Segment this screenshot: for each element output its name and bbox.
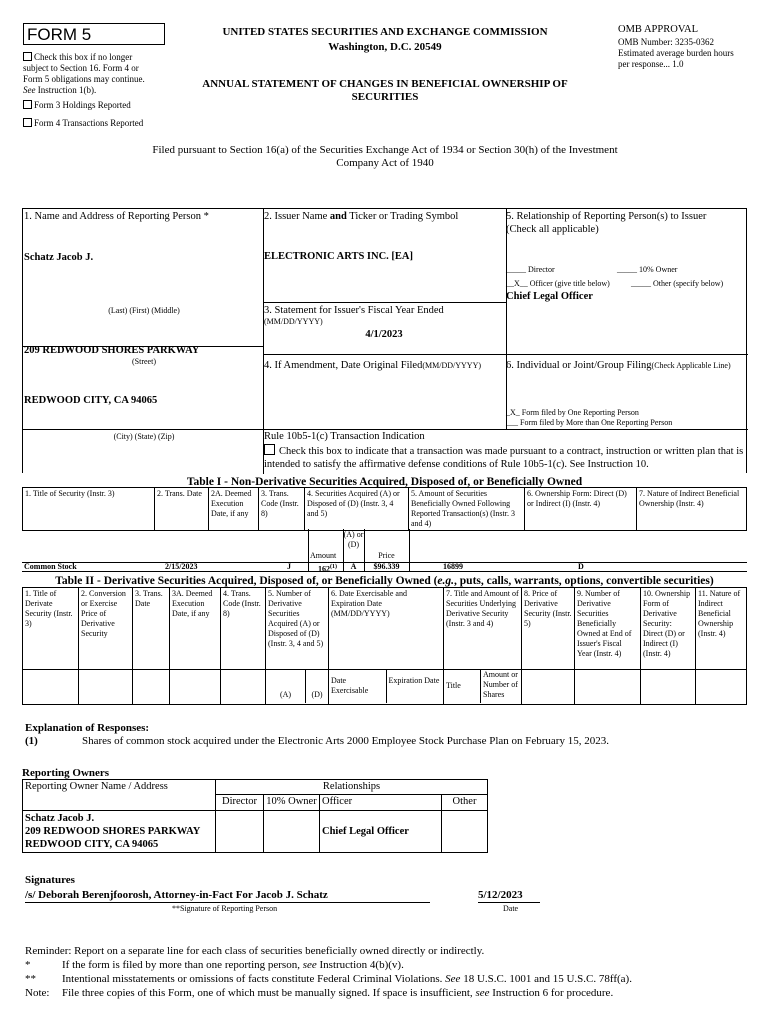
owners-heading: Reporting Owners <box>22 767 110 779</box>
statement-title: ANNUAL STATEMENT OF CHANGES IN BENEFICIAL OWNERSHIP OF SECURITIES <box>202 78 568 103</box>
dstar-mark: ** <box>25 973 36 985</box>
t2-col-2: 2. Conversion or Exercise Price of Derivative Security <box>79 588 133 670</box>
checkbox-not-subject[interactable] <box>23 52 32 61</box>
t2-col-10: 10. Ownership Form of Derivative Security: Direct (D) or Indirect (I) (Instr. 4) <box>641 588 696 670</box>
star-mark: * <box>25 959 31 971</box>
dstar-text: Intentional misstatements or omissions of facts constitute Federal Criminal Violations. See 18 U.S.C. 1001 and 15 U.S.C. 78ff(a). <box>62 973 632 985</box>
omb-burden: Estimated average burden hours per response... 1.0 <box>618 48 734 69</box>
reporting-person-city: REDWOOD CITY, CA 94065 <box>24 395 158 406</box>
street-label: (Street) <box>132 357 156 366</box>
box5-label: 5. Relationship of Reporting Person(s) to Issuer <box>506 211 707 222</box>
omb-approval: OMB APPROVAL <box>618 24 699 35</box>
t2-col-11: 11. Nature of Indirect Beneficial Ownership (Instr. 4) <box>696 588 747 670</box>
t1-row-aord: A <box>350 562 357 571</box>
box2-label: 2. Issuer Name and Ticker or Trading Symbol <box>264 211 459 222</box>
reporting-person-street: 209 REDWOOD SHORES PARKWAY <box>24 345 200 356</box>
table2-title: Table II - Derivative Securities Acquired, Disposed of, or Beneficially Owned (e.g., puts, calls, warrants, options, convertible securities) <box>55 575 714 587</box>
table2-header <box>22 587 747 705</box>
t1-col-title: 1. Title of Security (Instr. 3) <box>23 488 155 531</box>
filed-pursuant: Filed pursuant to Section 16(a) of the Securities Exchange Act of 1934 or Section 30(h) of the Investment Company Act of 1940 <box>152 144 618 169</box>
officer-title: Chief Legal Officer <box>506 291 593 302</box>
reminder: Reminder: Report on a separate line for each class of securities beneficially owned directly or indirectly. <box>25 945 485 957</box>
owners-col-director: Director <box>216 795 264 811</box>
relationship-officer: __X__ Officer (give title below) <box>506 279 610 288</box>
owners-col-relationships: Relationships <box>216 780 488 795</box>
t2-col-7: 7. Title and Amount of Securities Underlying Derivative Security (Instr. 3 and 4) <box>444 588 522 670</box>
signature-date-label: Date <box>503 904 519 913</box>
filing-one-person: _X_ Form filed by One Reporting Person <box>506 408 639 417</box>
note-text: File three copies of this Form, one of which must be manually signed. If space is insufficient, see Instruction 6 for procedure. <box>62 987 614 999</box>
reporting-person-name: Schatz Jacob J. <box>24 252 94 263</box>
t1-col-date: 2. Trans. Date <box>155 488 209 531</box>
t1-col-form: 6. Ownership Form: Direct (D) or Indirect (I) (Instr. 4) <box>525 488 637 531</box>
rule-label: Rule 10b5-1(c) Transaction Indication <box>264 431 425 442</box>
explanation-heading: Explanation of Responses: <box>25 722 150 734</box>
signer-name: /s/ Deborah Berenjfoorosh, Attorney-in-Fact For Jacob J. Schatz <box>25 889 430 903</box>
t2-col-4: 4. Trans. Code (Instr. 8) <box>221 588 266 670</box>
explanation-num: (1) <box>25 735 38 747</box>
t1-row-date: 2/15/2023 <box>165 562 198 571</box>
box6-label: 6. Individual or Joint/Group Filing(Check Applicable Line) <box>506 360 731 371</box>
fiscal-year-end: 4/1/2023 <box>365 329 403 340</box>
name-parts-label: (Last) (First) (Middle) <box>108 306 180 315</box>
signatures-heading: Signatures <box>25 874 75 886</box>
t1-sub-amount: Amount <box>310 551 337 560</box>
t1-row-code: J <box>287 562 291 571</box>
form-title-box <box>23 23 165 45</box>
owners-col-ten: 10% Owner <box>264 795 320 811</box>
t2-col-9: 9. Number of Derivative Securities Beneficially Owned at End of Issuer's Fiscal Year (Instr. 4) <box>575 588 641 670</box>
table1-header <box>22 487 747 531</box>
t1-col-nature: 7. Nature of Indirect Beneficial Ownership (Instr. 4) <box>637 488 747 531</box>
issuer-name: ELECTRONIC ARTS INC. [EA] <box>264 251 413 262</box>
star-text: If the form is filed by more than one reporting person, see Instruction 4(b)(v). <box>62 959 404 971</box>
box3-sublabel: (MM/DD/YYYY) <box>264 317 323 326</box>
t2-sub-exercisable: Date Exercisable <box>329 670 387 703</box>
owners-col-officer: Officer <box>320 795 442 811</box>
owners-table <box>22 779 488 853</box>
t2-col-1: 1. Title of Derivate Security (Instr. 3) <box>23 588 79 670</box>
t2-col-3a: 3A. Deemed Execution Date, if any <box>170 588 221 670</box>
relationship-other: _____ Other (specify below) <box>631 279 724 288</box>
owners-col-other: Other <box>442 795 488 811</box>
checkbox-form4-row: Form 4 Transactions Reported <box>23 118 153 129</box>
t1-sub-aord: (A) or (D) <box>343 530 364 549</box>
checkbox-form4[interactable] <box>23 118 32 127</box>
t1-row-title: Common Stock <box>24 562 77 571</box>
t1-col-acquired: 4. Securities Acquired (A) or Disposed of (D) (Instr. 3, 4 and 5) <box>305 488 409 531</box>
owners-col-name: Reporting Owner Name / Address <box>23 780 216 811</box>
signature-date: 5/12/2023 <box>478 889 540 903</box>
t2-col-3: 3. Trans. Date <box>133 588 170 670</box>
t2-sub-expiration: Expiration Date <box>388 676 440 685</box>
t1-row-amount: 162$^{(1)}$ <box>318 564 337 574</box>
city-label: (City) (State) (Zip) <box>113 432 175 441</box>
form-title: FORM 5 <box>27 25 92 44</box>
t2-col-8: 8. Price of Derivative Security (Instr. 5) <box>522 588 575 670</box>
t1-sub-price: Price <box>378 551 395 560</box>
filing-more-persons: ___ Form filed by More than One Reporting Person <box>506 418 673 427</box>
t1-col-owned: 5. Amount of Securities Beneficially Owned Following Reported Transaction(s) (Instr. 3 and 4) <box>409 488 525 531</box>
checkbox-form3[interactable] <box>23 100 32 109</box>
owners-row-officer: Chief Legal Officer <box>320 811 442 853</box>
box3-label: 3. Statement for Issuer's Fiscal Year Ended <box>264 305 444 316</box>
signer-label: **Signature of Reporting Person <box>172 904 278 913</box>
checkbox-not-subject-row: Check this box if no longer subject to Section 16. Form 4 or Form 5 obligations may continue. See Instruction 1(b). <box>23 52 145 95</box>
box4-label: 4. If Amendment, Date Original Filed(MM/DD/YYYY) <box>264 360 482 371</box>
box1-label: 1. Name and Address of Reporting Person * <box>24 211 209 222</box>
t2-col-5: 5. Number of Derivative Securities Acquired (A) or Disposed of (D) (Instr. 3, 4 and 5) <box>266 588 329 670</box>
relationship-director: _____ Director <box>506 265 555 274</box>
t1-row-owned: 16899 <box>443 562 463 571</box>
explanation-text: Shares of common stock acquired under the Electronic Arts 2000 Employee Stock Purchase Plan on February 15, 2023. <box>82 735 609 747</box>
rule-text-row: Check this box to indicate that a transaction was made pursuant to a contract, instruction or written plan that is intended to satisfy the affirmative defense conditions of Rule 10b5-1(c). See Instruction 10. <box>264 446 744 470</box>
t2-sub-a: (A) <box>266 670 306 703</box>
box5-sublabel: (Check all applicable) <box>506 224 599 235</box>
t2-sub-amount: Amount or Number of Shares <box>483 670 518 699</box>
checkbox-form3-row: Form 3 Holdings Reported <box>23 100 163 111</box>
t1-row-price: $96.339 <box>373 562 400 571</box>
relationship-ten-pct: _____ 10% Owner <box>617 265 678 274</box>
t2-sub-d: (D) <box>311 690 323 699</box>
rule-10b5-checkbox[interactable] <box>264 444 275 455</box>
table1-title: Table I - Non-Derivative Securities Acquired, Disposed of, or Beneficially Owned <box>186 476 583 488</box>
t1-col-code: 3. Trans. Code (Instr. 8) <box>259 488 305 531</box>
agency-name: UNITED STATES SECURITIES AND EXCHANGE COMMISSION <box>222 26 548 38</box>
omb-number: OMB Number: 3235-0362 <box>618 37 714 47</box>
t2-sub-title: Title <box>444 670 481 703</box>
t1-col-deemed: 2A. Deemed Execution Date, if any <box>209 488 259 531</box>
t1-row-form: D <box>578 562 584 571</box>
agency-location: Washington, D.C. 20549 <box>328 41 442 53</box>
t2-col-6: 6. Date Exercisable and Expiration Date (MM/DD/YYYY) <box>329 588 444 670</box>
note-mark: Note: <box>25 987 50 999</box>
owners-row-name: Schatz Jacob J. 209 REDWOOD SHORES PARKWAY REDWOOD CITY, CA 94065 <box>23 811 216 853</box>
